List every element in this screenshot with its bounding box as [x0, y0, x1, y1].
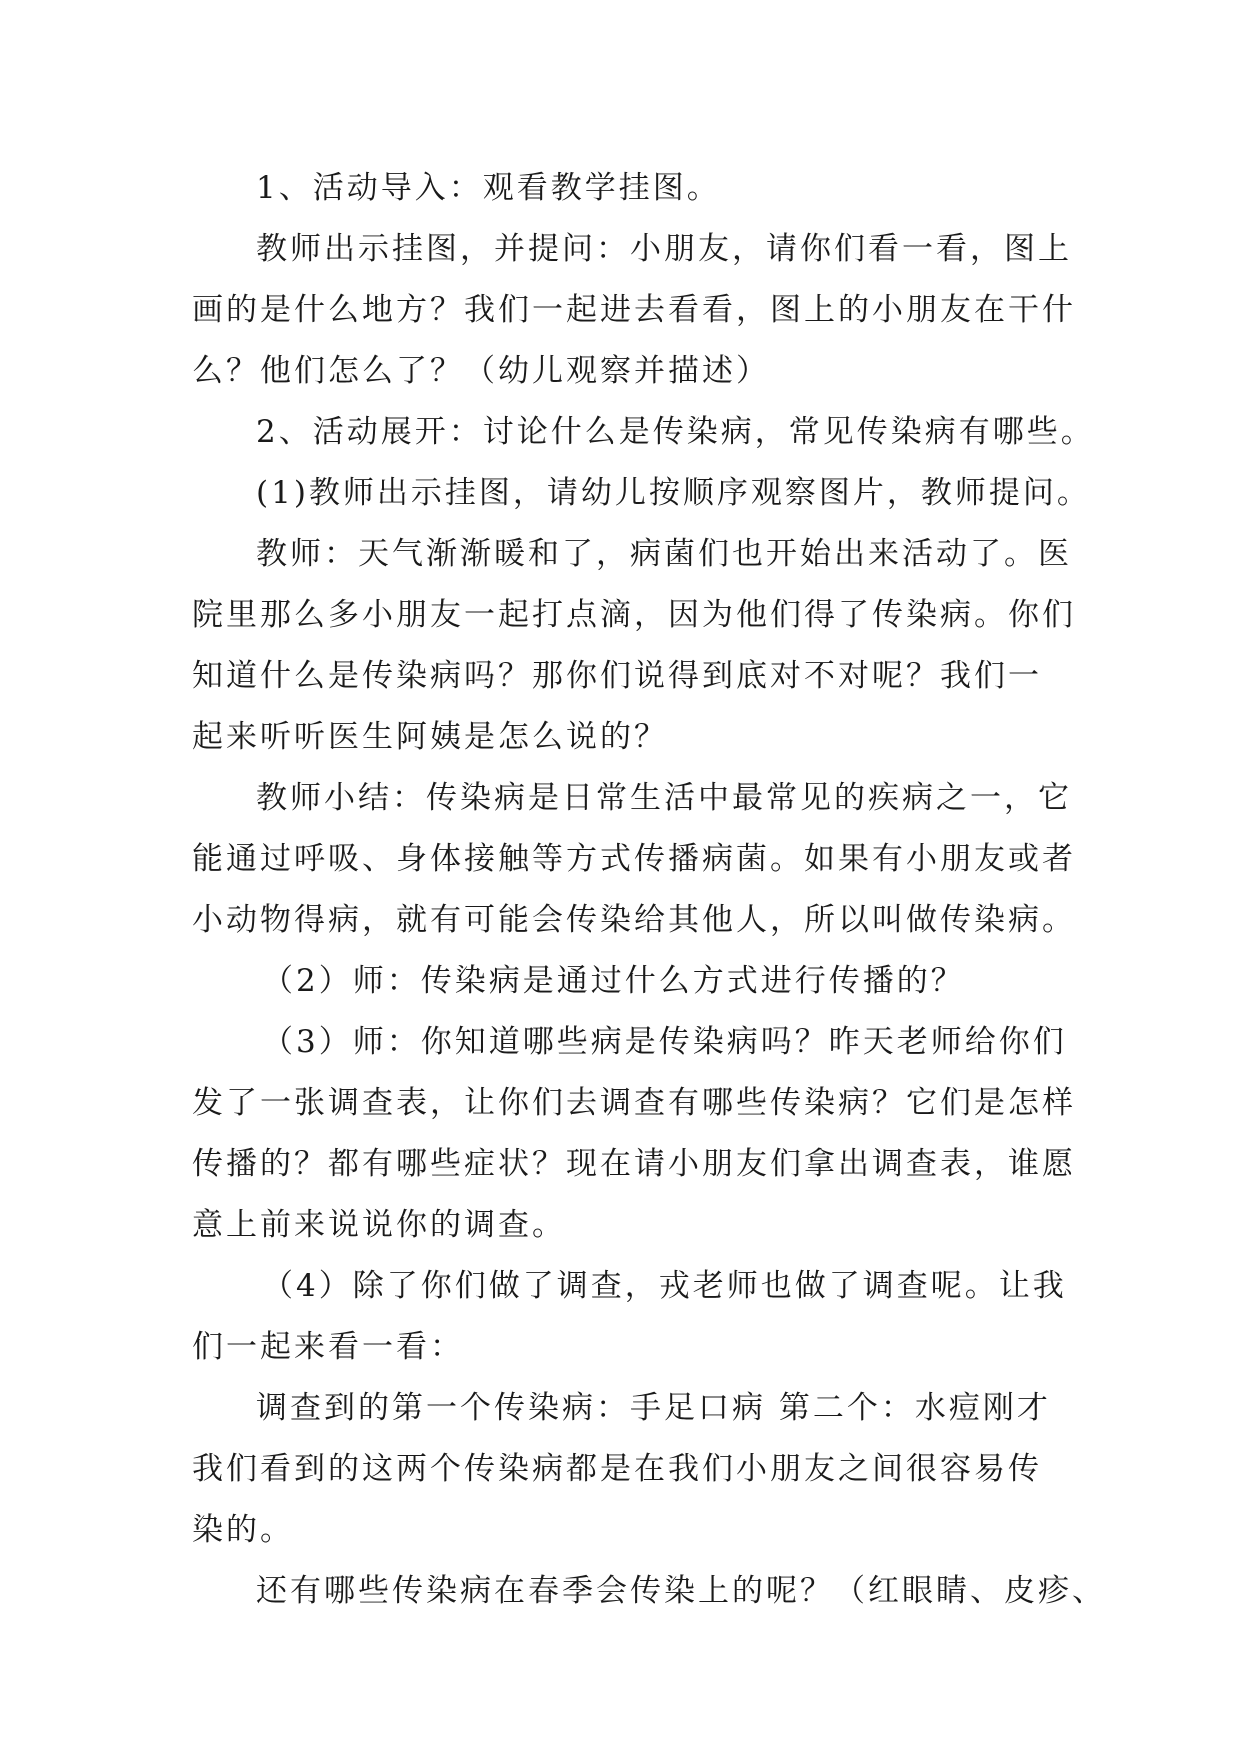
paragraph-line: 教师出示挂图，并提问：小朋友，请你们看一看，图上 — [256, 231, 1072, 267]
paragraph-line: 小动物得病，就有可能会传染给其他人，所以叫做传染病。 — [192, 902, 1076, 938]
paragraph-line: (1)教师出示挂图，请幼儿按顺序观察图片，教师提问。 — [256, 475, 1091, 511]
paragraph-line: 我们看到的这两个传染病都是在我们小朋友之间很容易传 — [192, 1451, 1042, 1487]
paragraph-line: 传播的？都有哪些症状？现在请小朋友们拿出调查表，谁愿 — [192, 1146, 1076, 1182]
paragraph-line: 发了一张调查表，让你们去调查有哪些传染病？它们是怎样 — [192, 1085, 1076, 1121]
paragraph-line: 起来听听医生阿姨是怎么说的？ — [192, 719, 668, 755]
paragraph-line: 教师小结：传染病是日常生活中最常见的疾病之一，它 — [256, 780, 1072, 816]
document-page — [192, 158, 1106, 1622]
paragraph-line: 们一起来看一看： — [192, 1329, 464, 1365]
paragraph-line: 调查到的第一个传染病：手足口病 第二个：水痘刚才 — [256, 1390, 1051, 1426]
paragraph-line: 知道什么是传染病吗？那你们说得到底对不对呢？我们一 — [192, 658, 1042, 694]
paragraph-line: （3）师：你知道哪些病是传染病吗？昨天老师给你们 — [262, 1024, 1067, 1060]
paragraph-line: 院里那么多小朋友一起打点滴，因为他们得了传染病。你们 — [192, 597, 1076, 633]
paragraph-line: 能通过呼吸、身体接触等方式传播病菌。如果有小朋友或者 — [192, 841, 1076, 877]
paragraph-line: 染的。 — [192, 1512, 294, 1548]
paragraph-line: 还有哪些传染病在春季会传染上的呢？（红眼睛、皮疹、 — [256, 1573, 1106, 1609]
paragraph-line: 么？他们怎么了？（幼儿观察并描述） — [192, 353, 770, 389]
paragraph-line: （2）师：传染病是通过什么方式进行传播的？ — [262, 963, 965, 999]
paragraph-activity-intro: 1、活动导入：观看教学挂图。 — [256, 170, 721, 206]
paragraph-line: （4）除了你们做了调查，戎老师也做了调查呢。让我 — [262, 1268, 1067, 1304]
paragraph-activity-expand: 2、活动展开：讨论什么是传染病，常见传染病有哪些。 — [256, 414, 1095, 450]
paragraph-line: 画的是什么地方？我们一起进去看看，图上的小朋友在干什 — [192, 292, 1076, 328]
paragraph-line: 教师：天气渐渐暖和了，病菌们也开始出来活动了。医 — [256, 536, 1072, 572]
paragraph-line: 意上前来说说你的调查。 — [192, 1207, 566, 1243]
